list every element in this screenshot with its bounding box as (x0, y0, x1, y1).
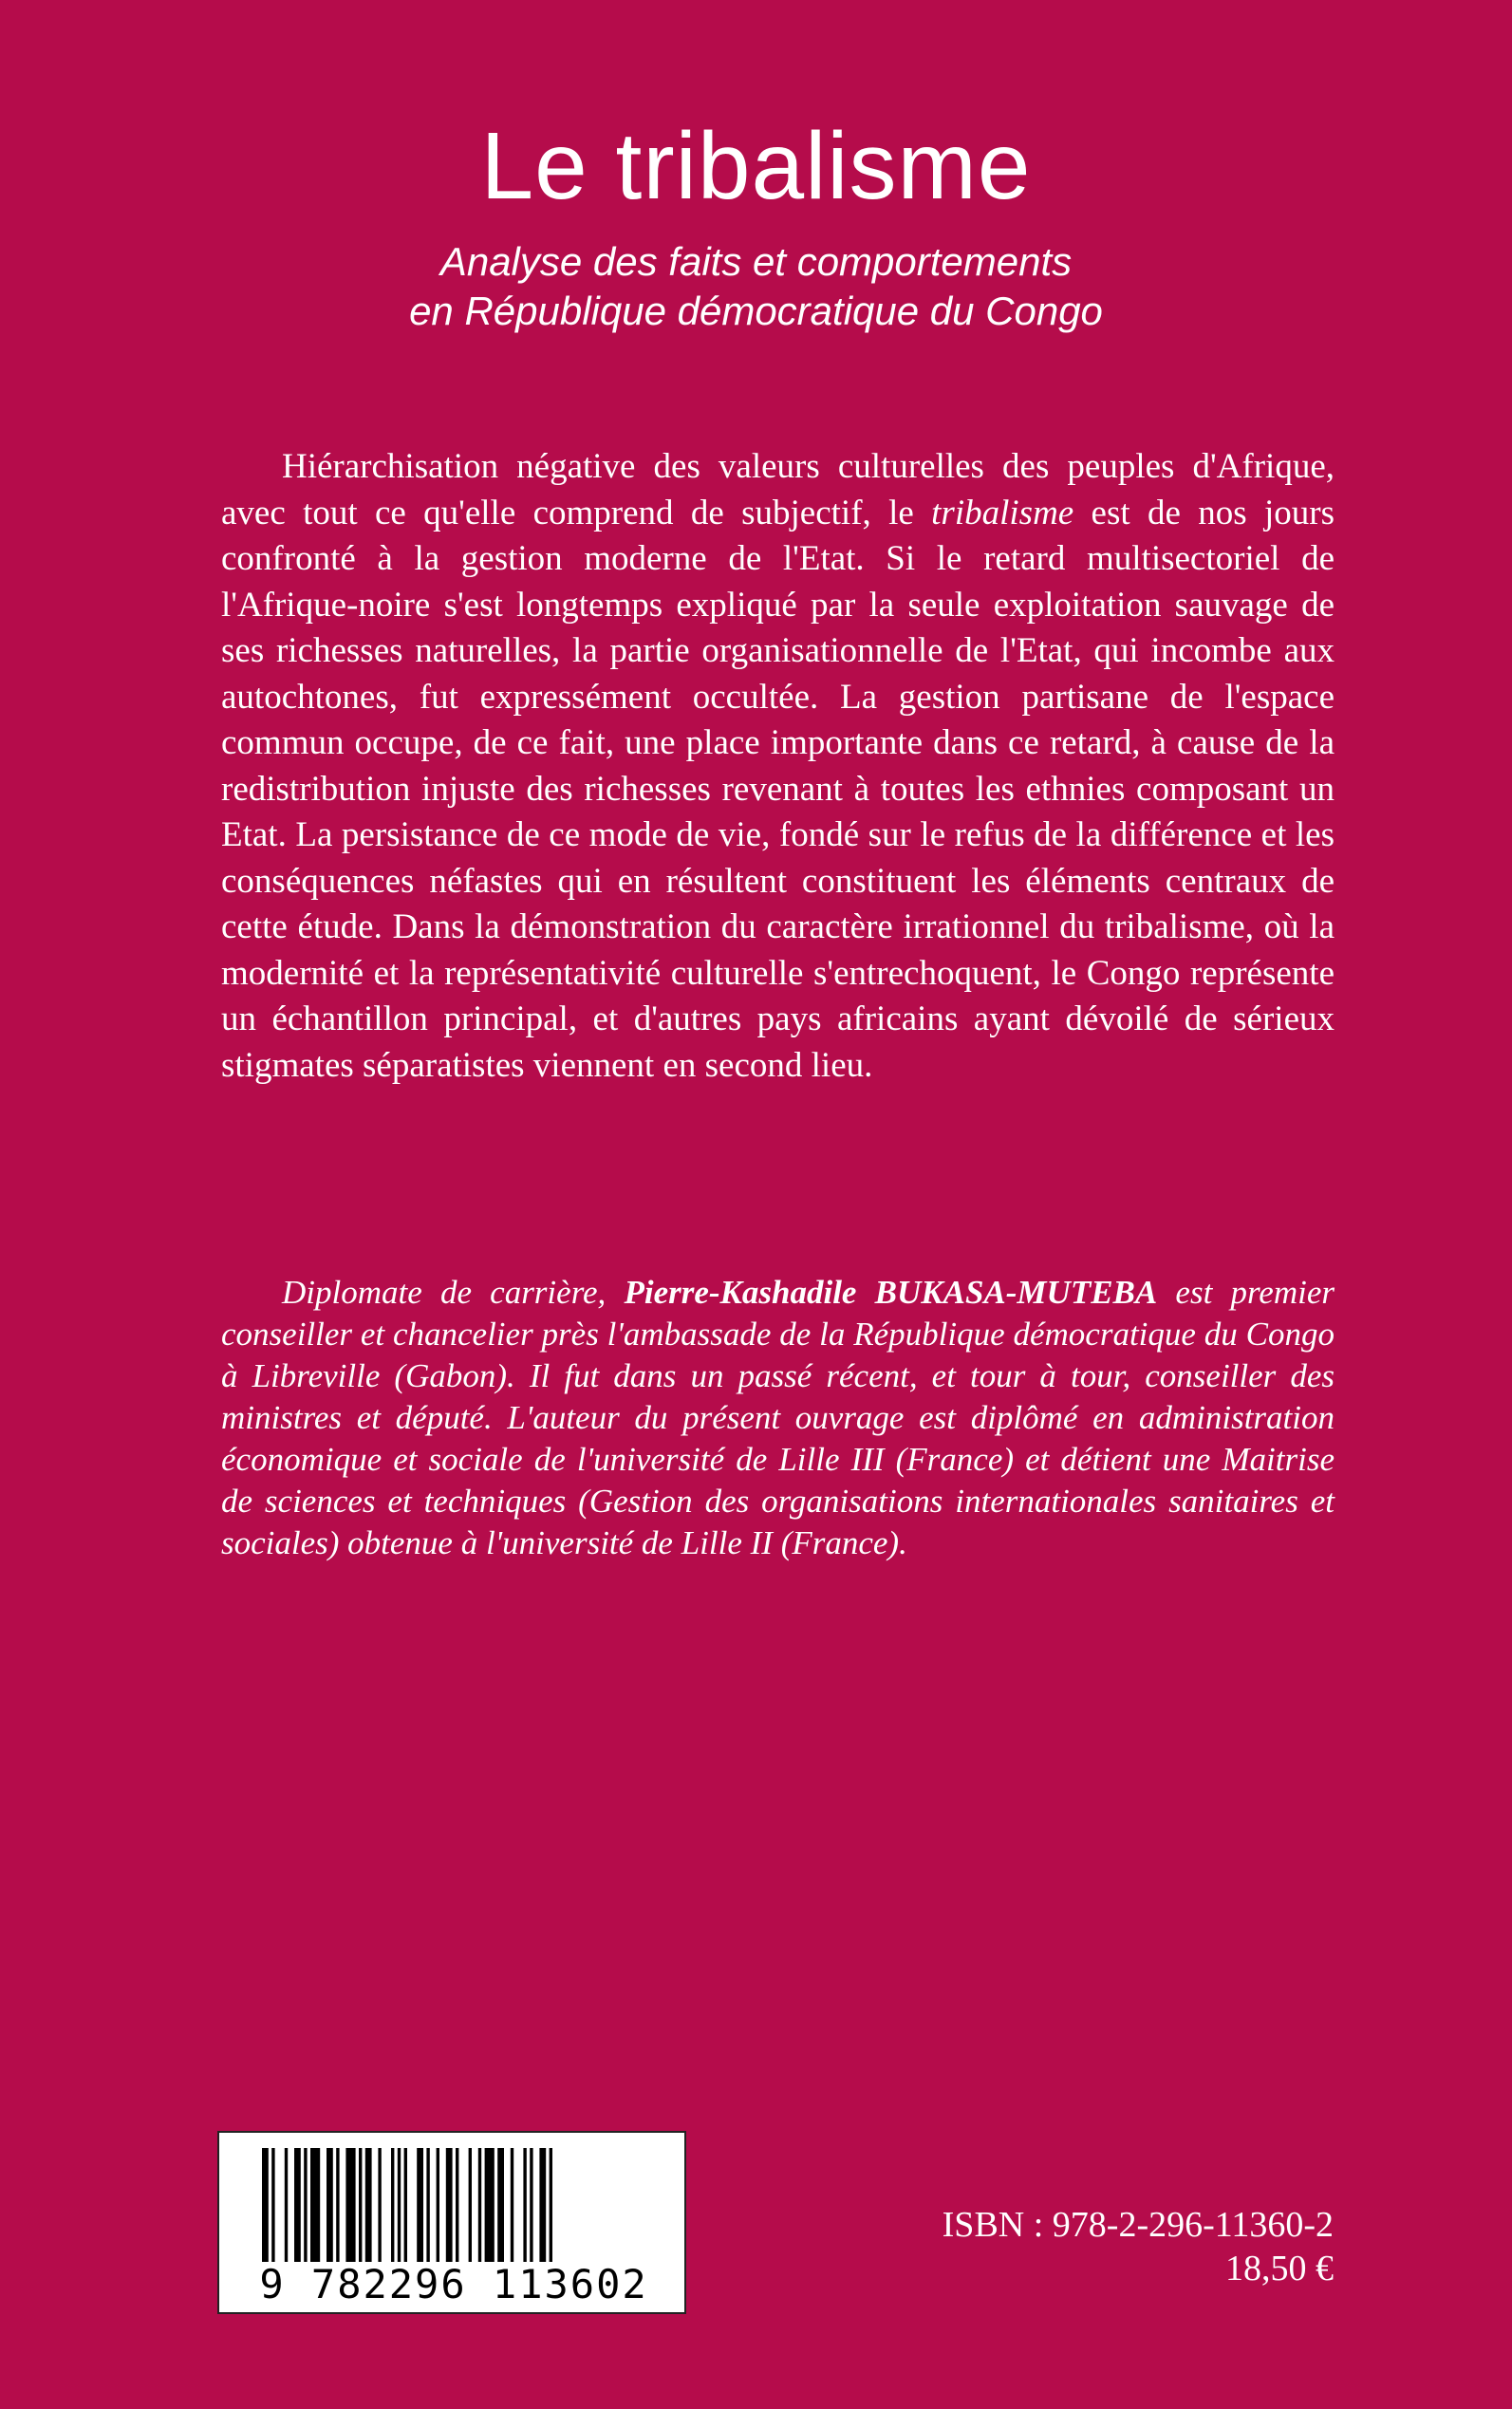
barcode-bar (398, 2148, 401, 2262)
book-summary (221, 444, 1335, 1089)
barcode-bar (262, 2148, 269, 2262)
barcode-bar (345, 2148, 355, 2262)
barcode-bar (485, 2148, 495, 2262)
author-bio (221, 1272, 1335, 1564)
barcode (217, 2131, 686, 2314)
barcode-bar (285, 2148, 288, 2262)
barcode-bar (310, 2148, 320, 2262)
subtitle-line-1: Analyse des faits et comportements (439, 239, 1073, 284)
barcode-bars (262, 2148, 645, 2262)
barcode-bar (327, 2148, 333, 2262)
barcode-bar (523, 2148, 526, 2262)
barcode-bar (539, 2148, 546, 2262)
summary-italic-term: tribalisme (931, 493, 1074, 532)
barcode-bar (365, 2148, 372, 2262)
author-name: Pierre-Kashadile BUKASA-MUTEBA (624, 1274, 1158, 1311)
barcode-bar (391, 2148, 394, 2262)
subtitle-line-2: en République démocratique du Congo (409, 289, 1103, 333)
barcode-bar (359, 2148, 362, 2262)
bio-text-end: est premier conseiller et chancelier près l'ambassade de la République démocratique du Congo à Libreville (Gabon). Il fut dans un passé récent, et tour à tour, conseiller des ministres et député. L'auteur du présent ouvrage est diplômé en administration économique et sociale de l'université de Lille III (France) et détient une Maitrise de sciences et techniques (Gestion des organisations internationales sanitaires et sociales) obtenue à l'université de Lille II (France). (221, 1274, 1335, 1561)
barcode-bar (404, 2148, 407, 2262)
barcode-bar (446, 2148, 453, 2262)
barcode-bar (497, 2148, 504, 2262)
barcode-bar (378, 2148, 381, 2262)
price: 18,50 € (1225, 2249, 1334, 2288)
summary-text-start: Hiérarchisation négative des valeurs culturelles des peuples d'Afrique, avec tout ce qu'elle comprend de subjectif, le (221, 447, 1335, 532)
barcode-bar (511, 2148, 513, 2262)
barcode-bar (426, 2148, 429, 2262)
book-subtitle (0, 237, 1512, 336)
barcode-bar (294, 2148, 301, 2262)
summary-text-end: est de nos jours confronté à la gestion moderne de l'Etat. Si le retard multisectoriel de l'Afrique-noire s'est longtemps expliqué par la seule exploitation sauvage de ses richesses naturelles, la partie organisationnelle de l'Etat, qui incombe aux autochtones, fut expressément occultée. La gestion partisane de l'espace commun occupe, de ce fait, une place importante dans ce retard, à cause de la redistribution injuste des richesses revenant à toutes les ethnies composant un Etat. La persistance de ce mode de vie, fondé sur le refus de la différence et les conséquences néfastes qui en résultent constituent les éléments centraux de cette étude. Dans la démonstration du caractère irrationnel du tribalisme, où la modernité et la représentativité culturelle s'entrechoquent, le Congo représente un échantillon principal, et d'autres pays africains ayant dévoilé de sérieux stigmates séparatistes viennent en second lieu. (221, 493, 1335, 1085)
bio-text-start: Diplomate de carrière, (282, 1274, 625, 1311)
barcode-bar (437, 2148, 439, 2262)
barcode-bar (304, 2148, 307, 2262)
barcode-bar (456, 2148, 458, 2262)
isbn-number: ISBN : 978-2-296-11360-2 (942, 2205, 1334, 2245)
book-title: Le tribalisme (480, 113, 1032, 219)
barcode-bar (530, 2148, 532, 2262)
barcode-digits: 9 782296 113602 (259, 2261, 648, 2307)
barcode-bar (478, 2148, 481, 2262)
barcode-bar (417, 2148, 423, 2262)
barcode-bar (469, 2148, 472, 2262)
barcode-bar (336, 2148, 339, 2262)
barcode-bar (550, 2148, 552, 2262)
barcode-bar (271, 2148, 274, 2262)
